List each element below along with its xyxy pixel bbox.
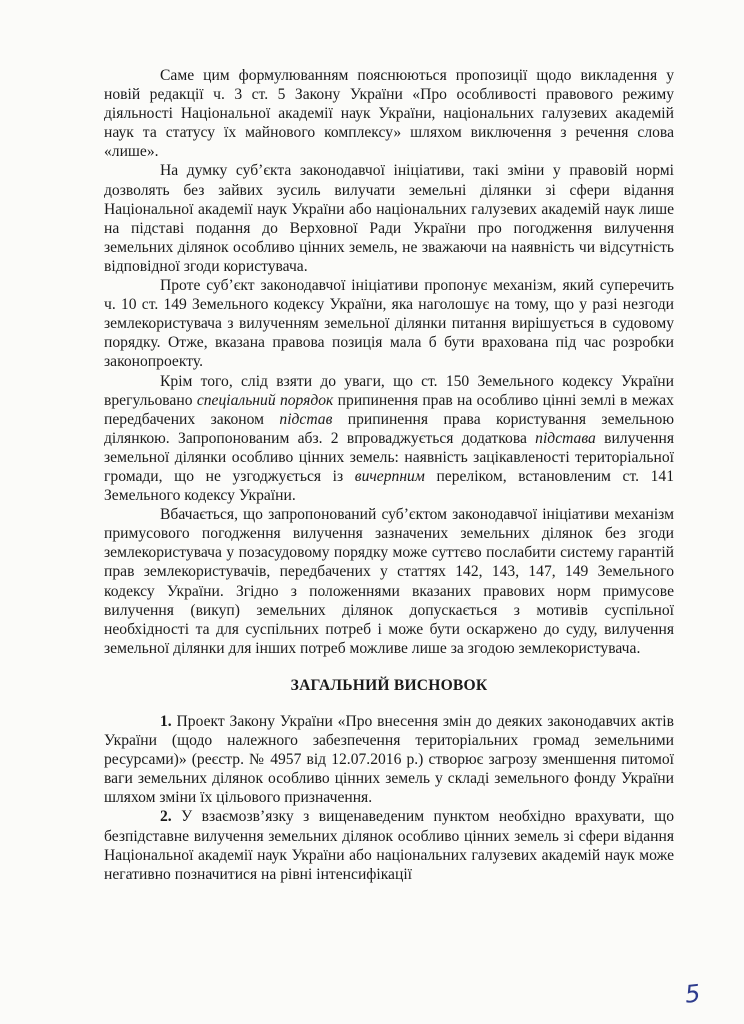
- p4-italic-exhaustive: вичерпним: [354, 467, 425, 485]
- paragraph-1: Саме цим формулюванням пояснюються пропозиції щодо викладення у новій редакції ч. 3 ст. 5 Закону України «Про особливості правового режиму діяльності Національної академії наук України, національних галузевих академій наук та статусу їх майнового комплексу» шляхом виключення з речення слова «лише».: [104, 67, 674, 161]
- paragraph-5: Вбачається, що запропонований суб’єктом законодавчої ініціативи механізм примусового погодження вилучення зазначених земельних ділянок без згоди землекористувача у позасудовому порядку може суттєво послабити систему гарантій прав землекористувачів, передбачених у статтях 142, 143, 147, 149 Земельного кодексу України. Згідно з положеннями вказаних правових норм примусове вилучення (викуп) земельних ділянок допускається з мотивів суспільної необхідності та для суспільних потреб і може бути оскаржено до суду, вилучення земельної ділянки для інших потреб можливе лише за згодою землекористувача.: [104, 506, 674, 657]
- conclusion-1: [104, 712, 674, 807]
- p4-text-b: припинення прав на особливо цінні землі в межах передбачених законом: [104, 391, 674, 428]
- conclusion-1-number: 1.: [160, 713, 172, 730]
- p4-text-e: переліком, встановленим ст. 141 Земельного кодексу України.: [104, 467, 675, 505]
- paragraph-2: На думку суб’єкта законодавчої ініціативи, такі зміни у правовій нормі дозволять без зайвих зусиль вилучати земельні ділянки зі сфери відання Національної академії наук України або національних галузевих академій наук лише на підставі подання до Верховної Ради України про погодження вилучення земельних ділянок особливо цінних земель, не зважаючи на наявність чи відсутність відповідної згоди користувача.: [104, 162, 674, 275]
- conclusion-1-text: Проект Закону України «Про внесення змін до деяких законодавчих актів України (щодо належного забезпечення територіальних громад земельними ресурсами)» (реєстр. № 4957 від 12.07.2016 р.) створює загрозу зменшення питомої ваги земельних ділянок особливо цінних земель у складі земельного фонду України шляхом зміни їх цільового призначення.: [104, 713, 674, 807]
- conclusion-2-text: У взаємозв’язку з вищенаведеним пунктом необхідно врахувати, що безпідставне вилучення земельних ділянок особливо цінних земель зі сфери відання Національної академії наук України або національних галузевих академій наук може негативно позначитися на рівні інтенсифікації: [104, 808, 674, 883]
- p4-text-d: вилучення земельної ділянки особливо цінних земель: наявність зацікавленості територіальної громади, що не узгоджується із: [104, 429, 675, 485]
- conclusion-2-number: 2.: [160, 808, 172, 826]
- conclusion-2: [104, 807, 674, 883]
- paragraph-3: Проте суб’єкт законодавчої ініціативи пропонує механізм, який суперечить ч. 10 ст. 149 Земельного кодексу України, яка наголошує на тому, що у разі незгоди землекористувача з вилученням земельної ділянки питання вирішується в судовому порядку. Отже, вказана правова позиція мала б бути врахована під час розробки законопроекту.: [104, 277, 674, 371]
- paragraph-4: [104, 372, 674, 506]
- p4-text-c: припинення права користування земельною ділянкою. Запропонованим абз. 2 впроваджується додаткова: [104, 410, 674, 447]
- p4-italic-ground: підстава: [535, 429, 596, 447]
- p4-italic-grounds: підстав: [279, 410, 333, 428]
- document-page: [104, 66, 674, 884]
- handwritten-page-number: 5: [683, 979, 702, 1009]
- p4-italic-special-order: спеціальний порядок: [196, 391, 334, 409]
- section-heading: ЗАГАЛЬНИЙ ВИСНОВОК: [290, 676, 488, 694]
- p4-text-a: Крім того, слід взяти до уваги, що ст. 150 Земельного кодексу України врегульовано: [104, 372, 674, 409]
